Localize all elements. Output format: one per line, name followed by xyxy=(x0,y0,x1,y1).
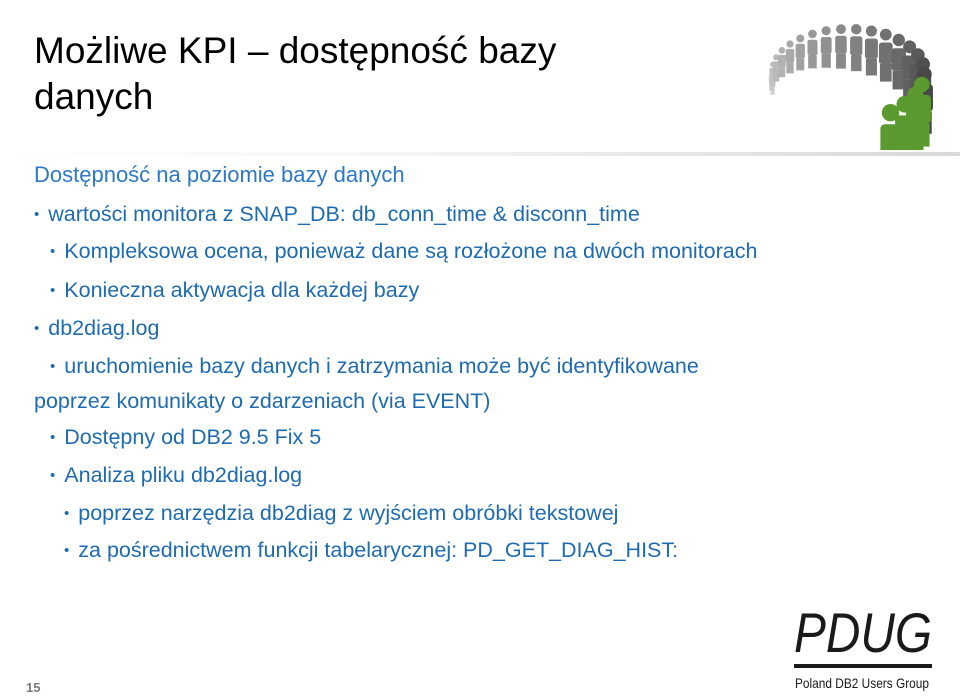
person-figure-icon xyxy=(880,104,900,150)
person-figure-icon xyxy=(786,40,795,73)
list-item: • Analiza pliku db2diag.log xyxy=(50,463,303,487)
pdug-logo-mark xyxy=(790,600,940,695)
list-item: • wartości monitora z SNAP_DB: db_conn_time & disconn_time xyxy=(34,202,640,226)
list-item: • Kompleksowa ocena, ponieważ dane są rozłożone na dwóch monitorach xyxy=(50,239,758,263)
content-heading: Dostępność na poziomie bazy danych xyxy=(34,162,405,187)
bullet-icon: • xyxy=(50,358,56,375)
person-figure-icon xyxy=(835,24,847,68)
person-figure-icon xyxy=(865,25,878,75)
bullet-icon: • xyxy=(34,320,40,337)
bullet-icon: • xyxy=(50,243,56,260)
bullet-icon: • xyxy=(50,282,56,299)
person-figure-icon xyxy=(879,29,893,82)
svg-text:Poland DB2 Users Group: Poland DB2 Users Group xyxy=(795,675,930,691)
person-figure-icon xyxy=(821,26,832,68)
people-circle-logo xyxy=(660,0,960,150)
list-item: • db2diag.log xyxy=(34,316,160,340)
svg-text:PDUG: PDUG xyxy=(794,601,932,664)
slide-title: Możliwe KPI – dostępność bazy danych xyxy=(34,30,557,117)
pdug-logo xyxy=(790,600,940,700)
bullet-icon: • xyxy=(50,467,56,484)
list-item: • za pośrednictwem funkcji tabelarycznej: PD_GET_DIAG_HIST: xyxy=(64,538,679,562)
person-figure-icon xyxy=(778,47,786,77)
slide-number: 15 xyxy=(26,680,41,695)
list-item: • Dostępny od DB2 9.5 Fix 5 xyxy=(50,425,322,449)
bullet-icon: • xyxy=(50,429,56,446)
bullet-icon: • xyxy=(64,505,70,522)
bullet-icon: • xyxy=(34,206,40,223)
header-divider xyxy=(0,152,960,156)
list-item: • Konieczna aktywacja dla każdej bazy xyxy=(50,278,420,302)
person-figure-icon xyxy=(850,24,862,71)
person-figure-icon xyxy=(796,34,805,70)
list-item: • poprzez narzędzia db2diag z wyjściem obróbki tekstowej xyxy=(64,501,619,525)
list-item-continuation: poprzez komunikaty o zdarzeniach (via EVENT) xyxy=(34,389,491,413)
bullet-icon: • xyxy=(64,542,70,559)
list-item: • uruchomienie bazy danych i zatrzymania może być identyfikowane xyxy=(50,354,699,378)
person-figure-icon xyxy=(807,30,817,69)
